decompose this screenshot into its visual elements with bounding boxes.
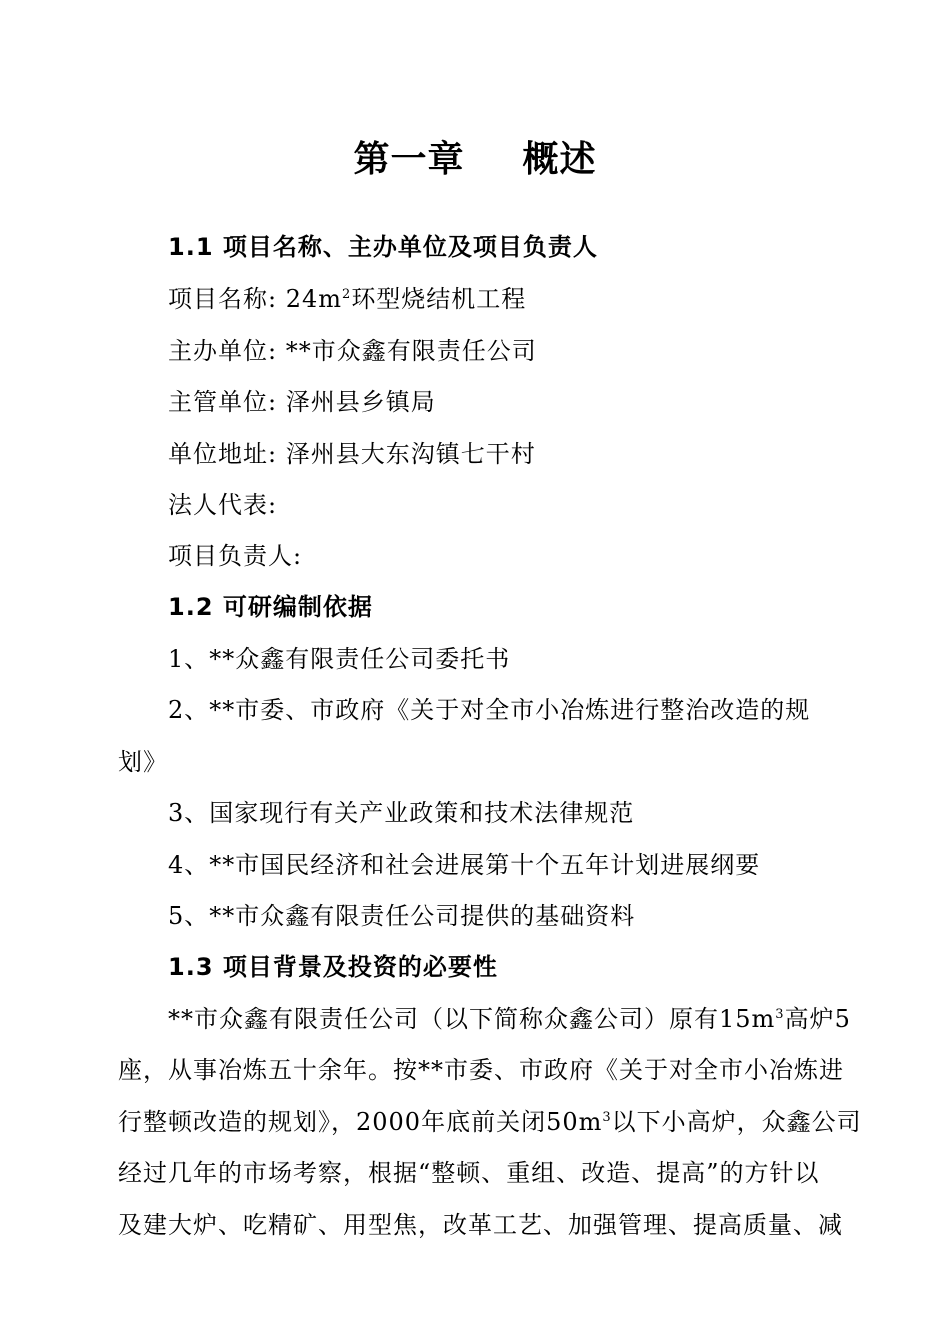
section-heading-1-1: 1.1 项目名称、主办单位及项目负责人 [168,233,598,261]
background-paragraph-line-1 [168,1001,851,1037]
basis-item-3: 3、国家现行有关产业政策和技术法律规范 [168,799,635,827]
chapter-number: 第一章 [353,139,465,180]
basis-item-4: 4、**市国民经济和社会进展第十个五年计划进展纲要 [168,851,761,879]
background-paragraph-line-3 [118,1104,862,1140]
background-text: 行整顿改造的规划》，2000年底前关闭50m [118,1108,603,1136]
superscript-3: 3 [602,1110,612,1125]
host-unit-line: 主办单位: **市众鑫有限责任公司 [168,337,537,365]
chapter-name: 概述 [522,139,597,180]
background-text: **市众鑫有限责任公司（以下简称众鑫公司）原有15m [168,1005,776,1033]
background-paragraph-line-4: 经过几年的市场考察，根据“整顿、重组、改造、提高”的方针以 [118,1159,820,1187]
section-heading-1-3: 1.3 项目背景及投资的必要性 [168,953,498,981]
project-name-value-pre: 24m [285,285,343,313]
superscript-3: 3 [775,1007,785,1022]
basis-item-2: 2、**市委、市政府《关于对全市小冶炼进行整治改造的规 [168,696,811,724]
background-paragraph-line-5: 及建大炉、吃精矿、用型焦，改革工艺、加强管理、提高质量、减 [118,1211,843,1239]
background-paragraph-line-2: 座，从事冶炼五十余年。按**市委、市政府《关于对全市小冶炼进 [118,1056,844,1084]
legal-rep-line: 法人代表: [168,491,278,519]
project-leader-line: 项目负责人: [168,542,303,570]
basis-item-1: 1、**众鑫有限责任公司委托书 [168,645,511,673]
project-name-value-post: 环型烧结机工程 [351,285,527,313]
background-text: 以下小高炉，众鑫公司 [611,1108,862,1136]
address-line: 单位地址: 泽州县大东沟镇七干村 [168,440,536,468]
basis-item-5: 5、**市众鑫有限责任公司提供的基础资料 [168,902,636,930]
superscript-2: 2 [342,287,352,302]
background-text: 高炉5 [784,1005,851,1033]
basis-item-2-continued: 划》 [118,748,168,776]
chapter-title [0,132,950,188]
supervisor-unit-line: 主管单位: 泽州县乡镇局 [168,388,436,416]
project-name-line [168,281,526,317]
project-name-label: 项目名称: [168,285,278,313]
section-heading-1-2: 1.2 可研编制依据 [168,593,373,621]
